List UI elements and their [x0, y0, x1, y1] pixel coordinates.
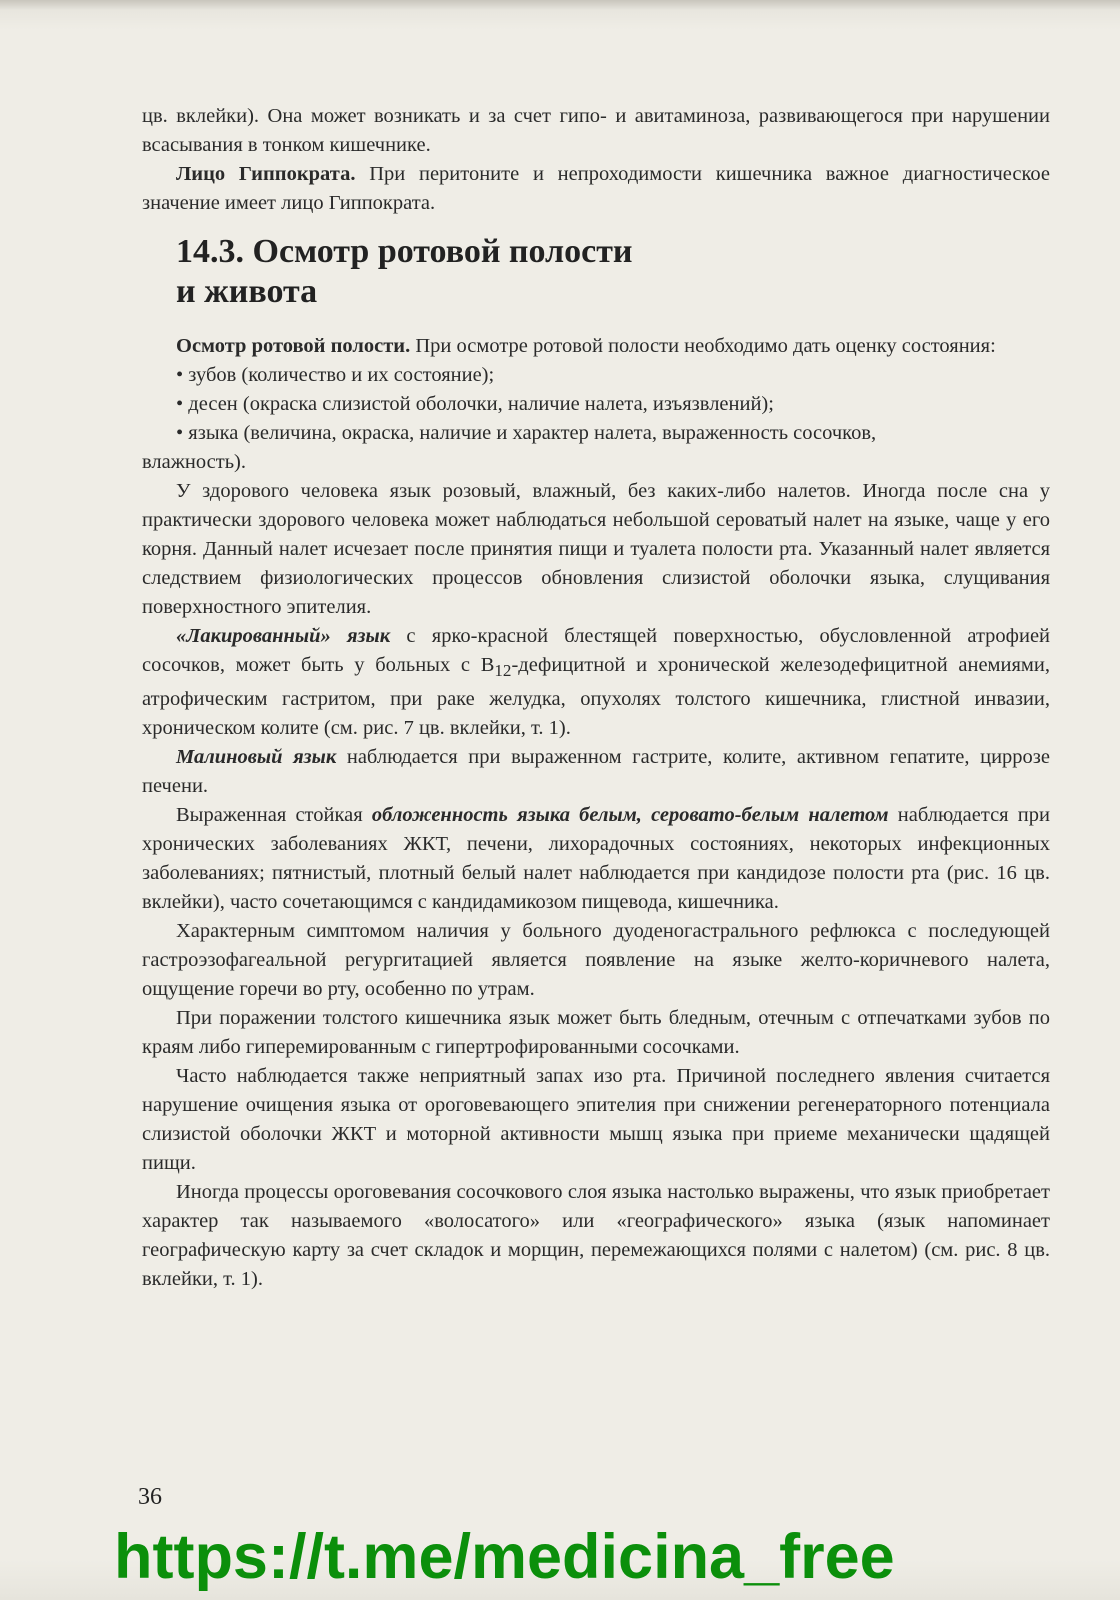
lacquered-text-2: -дефицитной и хронической железодефицитной анемиями, атрофическим гастритом, при раке желудка, опухолях толстого кишечника, глистной инвазии, хроническом колите (см. рис. 7 цв. вклейки, т. 1).: [142, 654, 1050, 740]
section-title-line2: и живота: [176, 273, 318, 310]
term-coated-tongue: обложенность языка белым, серовато-белым налетом: [371, 804, 889, 827]
term-hippocrates-face: Лицо Гиппократа.: [176, 163, 356, 185]
raspberry-text: наблюдается при выраженном гастрите, колите, активном гепатите, циррозе печени.: [142, 746, 1050, 798]
lacquered-text-1: с ярко-красной блестящей поверхностью, обусловленной атрофией сосочков, может быть у больных с B: [142, 625, 1051, 676]
bullet-gums: • десен (окраска слизистой оболочки, наличие налета, изъязвлений);: [176, 393, 774, 415]
paragraph-hippocrates: [142, 160, 1050, 218]
paragraph-odor: Часто наблюдается также неприятный запах изо рта. Причиной последнего явления считается нарушение очищения языка от ороговевающего эпителия при снижении регенераторного потенциала слизистой оболочки ЖКТ и моторной активности мышц языка при приеме механически щадящей пищи.: [142, 1065, 1050, 1175]
hippocrates-text: При перитоните и непроходимости кишечника важное диагностическое значение имеет лицо Гиппократа.: [142, 163, 1050, 214]
paragraph-healthy-tongue: У здорового человека язык розовый, влажный, без каких-либо налетов. Иногда после сна у практически здорового человека может наблюдаться небольшой сероватый налет на языке, чаще у его корня. Данный налет исчезает после принятия пищи и туалета полости рта. Указанный налет является следствием физиологических процессов обновления слизистой оболочки языка, слущивания поверхностного эпителия.: [142, 480, 1050, 618]
bullet-tongue-continuation: влажность).: [142, 451, 246, 473]
bullet-tongue: • языка (величина, окраска, наличие и характер налета, выраженность сосочков,: [176, 422, 877, 444]
paragraph-intro: цв. вклейки). Она может возникать и за счет гипо- и авитаминоза, развивающегося при нарушении всасывания в тонком кишечнике.: [142, 105, 1050, 156]
coated-before: Выраженная стойкая: [176, 804, 372, 827]
page-number: 36: [138, 1484, 162, 1510]
paragraph-oral-exam: [142, 332, 1050, 361]
paragraph-reflux: Характерным симптомом наличия у больного дуоденогастрального рефлюкса с последующей гастроэзофагеальной регургитацией является появление на языке желто-коричневого налета, ощущение горечи во рту, особенно по утрам.: [142, 920, 1050, 1001]
watermark-url[interactable]: https://t.me/medicina_free: [114, 1522, 895, 1592]
term-lacquered-tongue: «Лакированный» язык: [176, 625, 391, 647]
oral-exam-text: При осмотре ротовой полости необходимо дать оценку состояния:: [410, 335, 996, 357]
term-oral-exam: Осмотр ротовой полости.: [176, 335, 411, 357]
paragraph-coated-tongue: [142, 801, 1050, 917]
section-title-line1: 14.3. Осмотр ротовой полости: [176, 233, 633, 270]
paragraph-lacquered-tongue: [142, 622, 1050, 743]
paragraph-keratinization: Иногда процессы ороговевания сосочкового слоя языка настолько выражены, что язык приобретает характер так называемого «волосатого» или «географического» языка (язык напоминает географическую карту за счет складок и морщин, перемежающихся полями с налетом) (см. рис. 8 цв. вклейки, т. 1).: [142, 1181, 1050, 1291]
section-heading: [176, 232, 1050, 312]
page-top-shadow: [0, 0, 1120, 10]
b12-subscript: 12: [494, 661, 512, 681]
paragraph-raspberry-tongue: [142, 743, 1050, 801]
bullet-teeth: • зубов (количество и их состояние);: [176, 364, 495, 386]
page-content: [142, 102, 1050, 1294]
term-raspberry-tongue: Малиновый язык: [176, 746, 337, 769]
paragraph-colon: При поражении толстого кишечника язык может быть бледным, отечным с отпечатками зубов по краям либо гиперемированным с гипертрофированными сосочками.: [142, 1007, 1050, 1059]
coated-text: наблюдается при хронических заболеваниях ЖКТ, печени, лихорадочных состояниях, некоторых инфекционных заболеваниях; пятнистый, плотный белый налет наблюдается при кандидозе полости рта (рис. 16 цв. вклейки), часто сочетающимся с кандидамикозом пищевода, кишечника.: [142, 804, 1050, 914]
